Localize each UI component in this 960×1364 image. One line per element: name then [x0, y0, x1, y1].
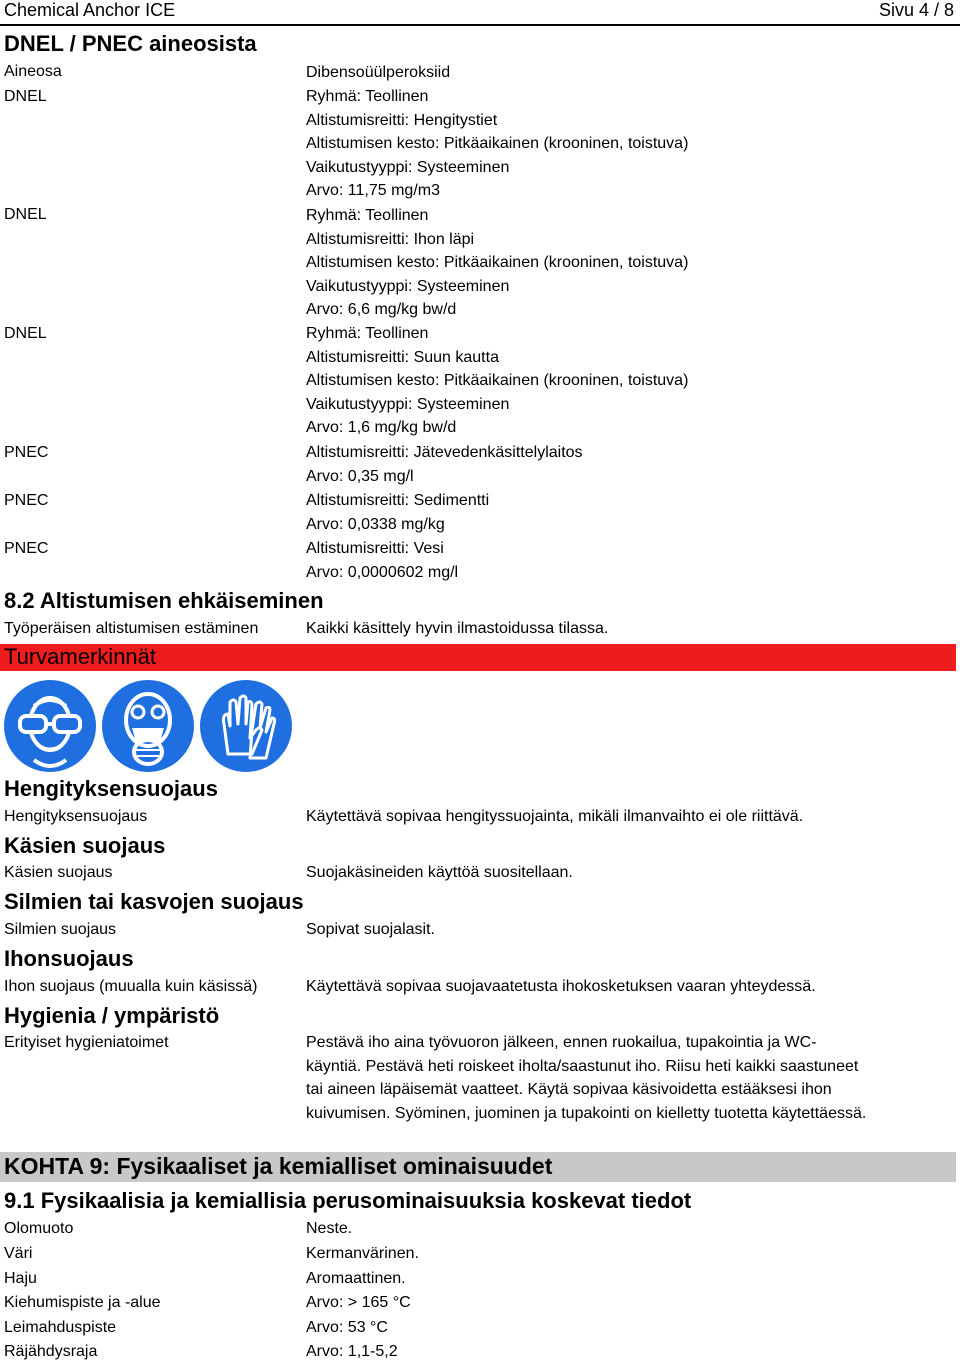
header-divider [0, 24, 960, 26]
skin-protection-value: Käytettävä sopivaa suojavaatetusta ihokosketuksen vaaran yhteydessä. [306, 978, 816, 995]
eye-protection-value: Sopivat suojalasit. [306, 921, 435, 938]
hygiene-label: Erityiset hygieniatoimet [4, 1034, 169, 1051]
safety-markings-banner [0, 644, 956, 671]
section-9-subtitle: 9.1 Fysikaalisia ja kemiallisia perusominaisuuksia koskevat tiedot [4, 1188, 692, 1213]
dnel-label: DNEL [4, 325, 47, 342]
protective-gloves-icon [200, 680, 292, 772]
skin-protection-heading: Ihonsuojaus [4, 946, 134, 971]
safety-goggles-icon [4, 680, 96, 772]
property-value: Arvo: 1,1-5,2 [306, 1343, 398, 1360]
exposure-control-value: Kaikki käsittely hyvin ilmastoidussa tilassa. [306, 620, 609, 637]
property-label: Haju [4, 1270, 37, 1287]
page-number: Sivu 4 / 8 [878, 0, 954, 20]
property-value: Arvo: 53 °C [306, 1319, 388, 1336]
pnec-entry: Altistumisreitti: Jätevedenkäsittelylaitos Arvo: 0,35 mg/l [306, 444, 583, 485]
property-label: Kiehumispiste ja -alue [4, 1294, 161, 1311]
property-label: Olomuoto [4, 1220, 74, 1237]
eye-protection-heading: Silmien tai kasvojen suojaus [4, 889, 304, 914]
hand-protection-value: Suojakäsineiden käyttöä suositellaan. [306, 864, 573, 881]
hygiene-heading: Hygienia / ympäristö [4, 1003, 220, 1028]
eye-protection-label: Silmien suojaus [4, 921, 117, 938]
respiratory-protection-label: Hengityksensuojaus [4, 808, 148, 825]
aineosa-label: Aineosa [4, 63, 62, 80]
respiratory-protection-heading: Hengityksensuojaus [4, 776, 218, 801]
property-label: Leimahduspiste [4, 1319, 117, 1336]
dnel-label: DNEL [4, 88, 47, 105]
section-9-title: KOHTA 9: Fysikaaliset ja kemialliset ominaisuudet [4, 1153, 553, 1179]
dnel-entry: Ryhmä: Teollinen Altistumisreitti: Hengitystiet Altistumisen kesto: Pitkäaikainen (krooninen, toistuva) Vaikutustyyppi: Systeeminen Arvo: 11,75 mg/m3 [306, 88, 689, 200]
skin-protection-label: Ihon suojaus (muualla kuin käsissä) [4, 978, 258, 995]
dnel-label: DNEL [4, 206, 47, 223]
pnec-label: PNEC [4, 444, 49, 461]
hand-protection-heading: Käsien suojaus [4, 833, 166, 858]
respirator-mask-icon [102, 680, 194, 772]
exposure-control-title: 8.2 Altistumisen ehkäiseminen [4, 588, 324, 613]
property-value: Neste. [306, 1220, 353, 1237]
property-value: Kermanvärinen. [306, 1245, 419, 1262]
hygiene-value: Pestävä iho aina työvuoron jälkeen, ennen ruokailua, tupakointia ja WC- käyntiä. Pestävä heti roiskeet iholta/saastunut iho. Riisu heti kaikki saastuneet tai aineen läpäisemät vaatteet. Käytä sopivaa käsivoidetta estääksesi ihon kuivumisen. Syöminen, juominen ja tupakointi on kielletty tuotetta käytettäessä. [306, 1034, 867, 1122]
product-name: Chemical Anchor ICE [4, 0, 176, 20]
respiratory-protection-value: Käytettävä sopivaa hengityssuojainta, mikäli ilmanvaihto ei ole riittävä. [306, 808, 804, 825]
pnec-label: PNEC [4, 492, 49, 509]
aineosa-value: Dibensoüülperoksiid [306, 64, 451, 81]
pnec-entry: Altistumisreitti: Sedimentti Arvo: 0,0338 mg/kg [306, 492, 490, 533]
property-value: Aromaattinen. [306, 1270, 406, 1287]
pnec-label: PNEC [4, 540, 49, 557]
dnel-entry: Ryhmä: Teollinen Altistumisreitti: Ihon läpi Altistumisen kesto: Pitkäaikainen (krooninen, toistuva) Vaikutustyyppi: Systeeminen Arvo: 6,6 mg/kg bw/d [306, 207, 689, 319]
section-9-banner [0, 1152, 956, 1182]
property-label: Räjähdysraja [4, 1343, 98, 1360]
dnel-entry: Ryhmä: Teollinen Altistumisreitti: Suun kautta Altistumisen kesto: Pitkäaikainen (krooninen, toistuva) Vaikutustyyppi: Systeeminen Arvo: 1,6 mg/kg bw/d [306, 325, 689, 437]
property-value: Arvo: > 165 °C [306, 1294, 411, 1311]
exposure-control-label: Työperäisen altistumisen estäminen [4, 620, 259, 637]
dnel-section-title: DNEL / PNEC aineosista [4, 31, 257, 56]
hand-protection-label: Käsien suojaus [4, 864, 113, 881]
property-label: Väri [4, 1245, 33, 1262]
safety-markings-title: Turvamerkinnät [4, 644, 157, 669]
pnec-entry: Altistumisreitti: Vesi Arvo: 0,0000602 mg/l [306, 540, 459, 581]
